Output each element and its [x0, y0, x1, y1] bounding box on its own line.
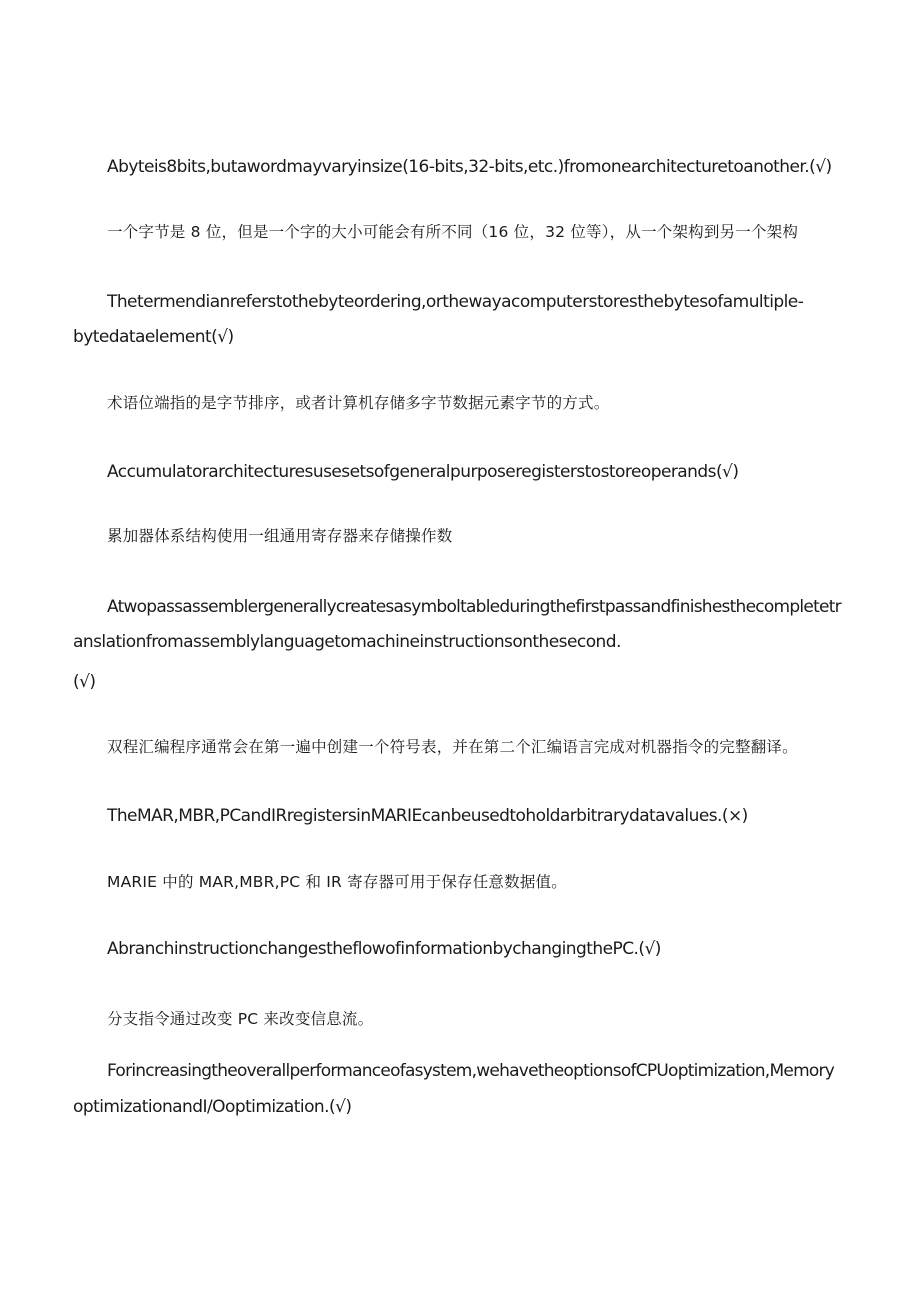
q5-english: TheMAR,MBR,PCandIRregistersinMARIEcanbeusedtoholdarbitrarydatavalues.(×): [107, 806, 748, 826]
q2-english-line-2: bytedataelement(√): [73, 327, 234, 347]
q7-english-line-1: Forincreasingtheoverallperformanceofasystem,wehavetheoptionsofCPUoptimization,Memory: [107, 1061, 835, 1081]
q4-english-line-3: (√): [73, 672, 96, 692]
q7-english-line-2: optimizationandI/Ooptimization.(√): [73, 1097, 352, 1117]
q4-chinese: 双程汇编程序通常会在第一遍中创建一个符号表，并在第二个汇编语言完成对机器指令的完整翻译。: [107, 738, 798, 756]
q3-english: Accumulatorarchitecturesusesetsofgeneralpurposeregisterstostoreoperands(√): [107, 462, 739, 482]
q4-english-line-2: anslationfromassemblylanguagetomachineinstructionsonthesecond.: [73, 632, 621, 652]
q2-chinese: 术语位端指的是字节排序，或者计算机存储多字节数据元素字节的方式。: [107, 394, 610, 412]
q5-chinese: MARIE 中的 MAR,MBR,PC 和 IR 寄存器可用于保存任意数据值。: [107, 873, 567, 891]
q6-chinese: 分支指令通过改变 PC 来改变信息流。: [107, 1010, 374, 1028]
q2-english-line-1: Thetermendianreferstothebyteordering,orthewayacomputerstoresthebytesofamultiple-: [107, 292, 804, 312]
q1-chinese: 一个字节是 8 位，但是一个字的大小可能会有所不同（16 位，32 位等），从一个架构到另一个架构: [107, 223, 799, 241]
q6-english: AbranchinstructionchangestheflowofinformationbychangingthePC.(√): [107, 939, 661, 959]
q3-chinese: 累加器体系结构使用一组通用寄存器来存储操作数: [107, 527, 453, 545]
q4-english-line-1: Atwopassassemblergenerallycreatesasymboltableduringthefirstpassandfinishesthecompletetr: [107, 597, 841, 617]
q1-english: Abyteis8bits,butawordmayvaryinsize(16-bits,32-bits,etc.)fromonearchitecturetoanother.(√): [107, 157, 832, 177]
